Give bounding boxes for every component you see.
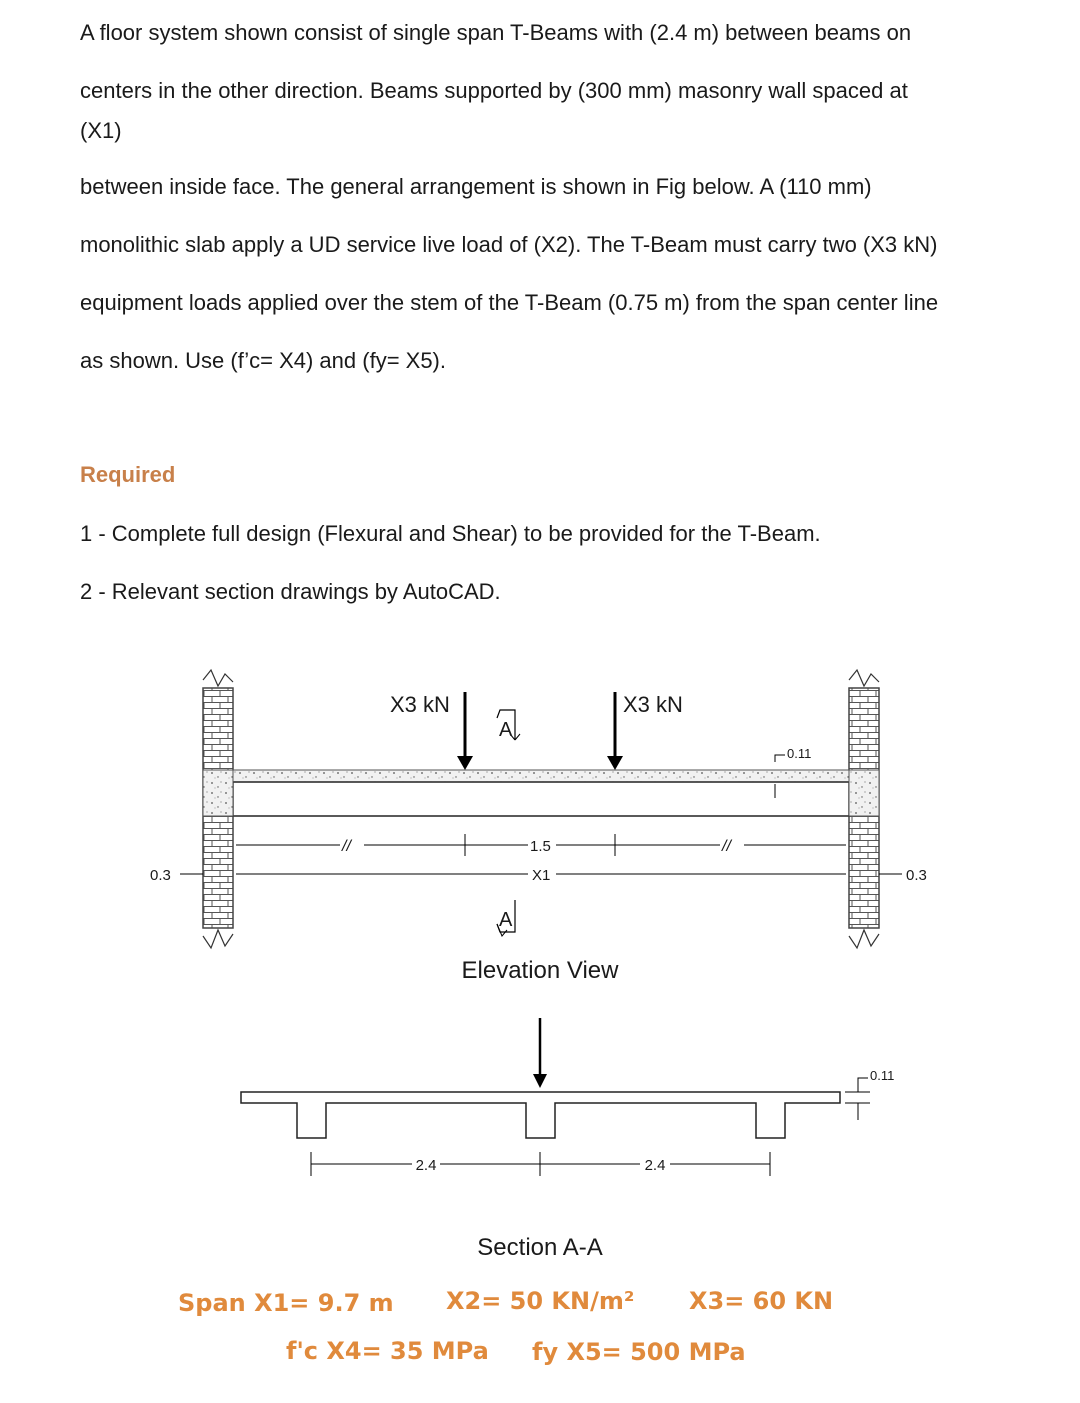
wall-thickness-left: 0.3 xyxy=(150,867,171,884)
dim-line-span xyxy=(150,867,927,884)
problem-line-3: (X1) xyxy=(80,118,122,143)
point-load-right xyxy=(607,692,623,770)
beam-elevation xyxy=(233,782,849,816)
problem-line-6: equipment loads applied over the stem of the T-Beam (0.75 m) from the span center line xyxy=(80,290,939,315)
slab-elevation xyxy=(203,770,879,782)
given-span: Span X1= 9.7 m xyxy=(178,1289,394,1317)
section-mark-bottom-label: A xyxy=(499,909,513,931)
beam-spacing-right: 2.4 xyxy=(644,1157,666,1174)
beam-spacing-dims xyxy=(311,1152,770,1176)
section-mark-bottom xyxy=(497,900,515,936)
slab-thickness-dim-section xyxy=(845,1068,894,1120)
problem-line-7: as shown. Use (f’c= X4) and (fy= X5). xyxy=(80,348,446,373)
beam-bearing-right xyxy=(849,770,879,816)
point-load-left xyxy=(457,692,473,770)
problem-line-1: A floor system shown consist of single span T-Beams with (2.4 m) between beams on xyxy=(80,20,912,45)
dim-line-loads xyxy=(236,834,846,856)
given-x5: fy X5= 500 MPa xyxy=(532,1338,746,1366)
given-x4: f'c X4= 35 MPa xyxy=(286,1337,489,1365)
section-mark-top-label: A xyxy=(499,719,513,741)
problem-line-5: monolithic slab apply a UD service live load of (X2). The T-Beam must carry two (X3 kN) xyxy=(80,232,938,257)
t-beam-section-outline xyxy=(241,1092,840,1138)
beam-spacing-left: 2.4 xyxy=(415,1157,437,1174)
break-mark-right: // xyxy=(722,838,731,855)
load-spacing-label: 1.5 xyxy=(530,838,551,855)
section-load-arrow xyxy=(533,1018,547,1088)
problem-line-4: between inside face. The general arrangement is shown in Fig below. A (110 mm) xyxy=(80,174,872,199)
required-item-2: 2 - Relevant section drawings by AutoCAD. xyxy=(80,579,501,604)
load-label-right: X3 kN xyxy=(623,692,683,717)
section-caption: Section A-A xyxy=(477,1234,603,1261)
required-heading: Required xyxy=(80,462,176,487)
problem-line-2: centers in the other direction. Beams supported by (300 mm) masonry wall spaced at xyxy=(80,78,908,103)
load-label-left: X3 kN xyxy=(390,692,450,717)
span-label: X1 xyxy=(532,867,551,884)
slab-thickness-label-section: 0.11 xyxy=(870,1068,895,1083)
wall-thickness-right: 0.3 xyxy=(906,867,927,884)
section-mark-top xyxy=(497,710,520,741)
elevation-caption: Elevation View xyxy=(461,957,619,984)
given-x2: X2= 50 KN/m² xyxy=(446,1287,635,1315)
required-item-1: 1 - Complete full design (Flexural and Shear) to be provided for the T-Beam. xyxy=(80,521,821,546)
section-view xyxy=(241,1018,894,1261)
slab-thickness-label-elev: 0.11 xyxy=(787,746,812,761)
elevation-view xyxy=(150,670,927,984)
break-mark-left: // xyxy=(342,838,351,855)
figure xyxy=(0,650,1080,1300)
beam-bearing-left xyxy=(203,770,233,816)
given-x3: X3= 60 KN xyxy=(689,1287,834,1315)
